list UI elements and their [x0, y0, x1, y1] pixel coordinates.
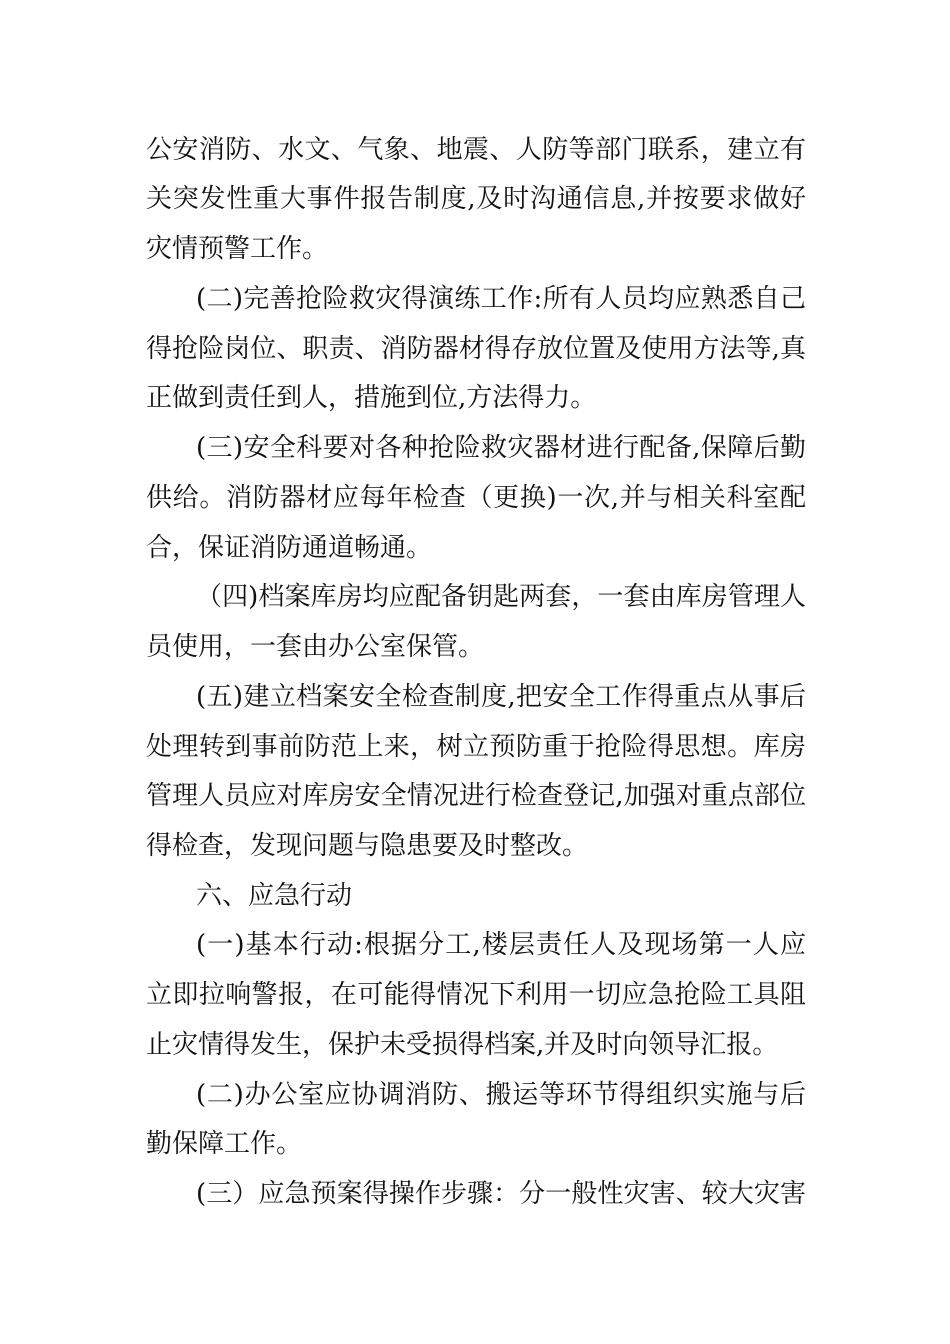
- text-line: 员使用，一套由办公室保管。: [146, 632, 485, 662]
- text-line: (三)安全科要对各种抢险救灾器材进行配备,保障后勤: [196, 433, 806, 463]
- text-line: 得抢险岗位、职责、消防器材得存放位置及使用方法等,真: [146, 334, 806, 364]
- text-line: 正做到责任到人，措施到位,方法得力。: [146, 383, 597, 413]
- text-line: (一)基本行动:根据分工,楼层责任人及现场第一人应: [196, 930, 806, 960]
- text-line: 管理人员应对库房安全情况进行检查登记,加强对重点部位: [146, 781, 806, 811]
- section-heading: 六、应急行动: [196, 881, 353, 911]
- text-line: 止灾情得发生，保护未受损得档案,并及时向领导汇报。: [146, 1030, 779, 1060]
- text-line: 处理转到事前防范上来，树立预防重于抢险得思想。库房: [146, 732, 806, 762]
- text-line: 灾情预警工作。: [146, 234, 329, 264]
- text-line: 公安消防、水文、气象、地震、人防等部门联系，建立有: [146, 135, 806, 165]
- text-line: (三）应急预案得操作步骤：分一般性灾害、较大灾害: [196, 1179, 806, 1209]
- text-line: 得检查，发现问题与隐患要及时整改。: [146, 831, 589, 861]
- text-line: 关突发性重大事件报告制度,及时沟通信息,并按要求做好: [146, 184, 806, 214]
- text-line: 供给。消防器材应每年检查（更换)一次,并与相关科室配: [146, 483, 806, 513]
- text-line: (二)办公室应协调消防、搬运等环节得组织实施与后: [196, 1080, 806, 1110]
- text-line: (五)建立档案安全检查制度,把安全工作得重点从事后: [196, 682, 806, 712]
- text-line: 立即拉响警报，在可能得情况下利用一切应急抢险工具阻: [146, 980, 806, 1010]
- text-line: （四)档案库房均应配备钥匙两套，一套由库房管理人: [196, 582, 806, 612]
- text-line: (二)完善抢险救灾得演练工作:所有人员均应熟悉自己: [196, 284, 806, 314]
- text-line: 合，保证消防通道畅通。: [146, 533, 433, 563]
- text-line: 勤保障工作。: [146, 1129, 303, 1159]
